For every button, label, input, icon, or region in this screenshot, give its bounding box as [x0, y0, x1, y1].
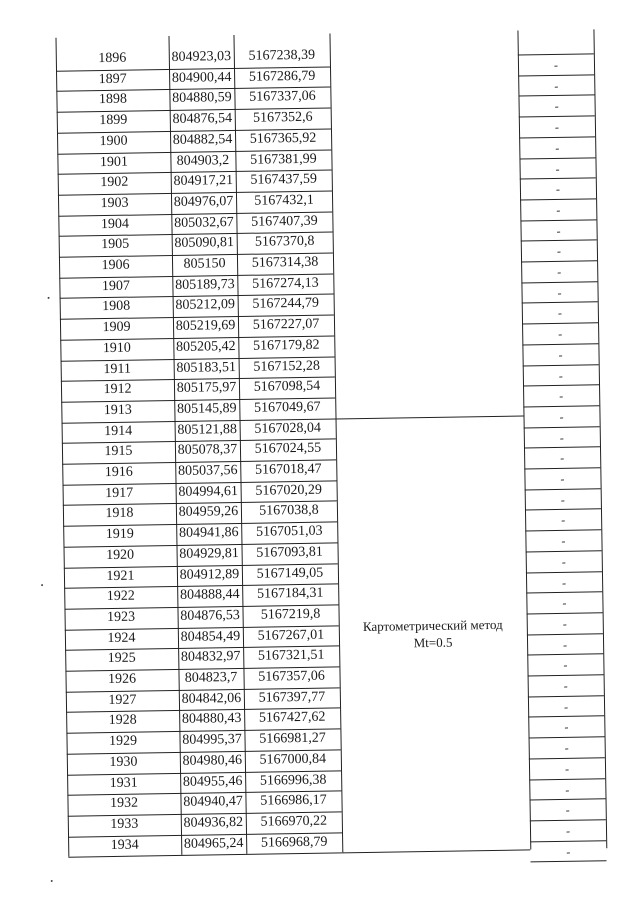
row-border	[526, 550, 602, 552]
coordinate-x: 805032,67	[174, 214, 234, 231]
coordinate-x: 805175,97	[176, 380, 237, 397]
coordinate-y: 5167184,31	[256, 585, 324, 602]
empty-value-dash: -	[564, 720, 569, 735]
empty-value-dash: -	[562, 637, 568, 652]
coordinate-y: 5167028,04	[254, 420, 322, 437]
coordinate-y: 5166970,22	[260, 813, 328, 830]
coordinate-y: 5167432,1	[254, 192, 314, 209]
empty-value-dash: -	[558, 347, 563, 362]
point-number: 1915	[104, 443, 133, 460]
point-number: 1910	[102, 340, 131, 356]
row-border	[521, 240, 597, 242]
coordinate-y: 5167038,8	[259, 503, 319, 520]
coordinate-y: 5167238,39	[248, 47, 316, 64]
row-border	[523, 364, 599, 366]
point-number: 1933	[110, 816, 139, 832]
method-block-border	[342, 850, 530, 854]
method-block-border	[336, 415, 524, 419]
point-number: 1909	[102, 319, 131, 336]
coordinate-y: 5167381,99	[250, 151, 317, 168]
empty-value-dash: -	[565, 782, 570, 797]
coordinate-y: 5167286,79	[248, 68, 316, 85]
row-border	[522, 322, 598, 324]
empty-value-dash: -	[559, 430, 564, 445]
coordinate-x: 804941,86	[178, 525, 239, 542]
coordinate-x: 805189,73	[175, 276, 235, 293]
coordinate-y: 5167149,05	[256, 565, 324, 582]
point-number: 1918	[105, 506, 134, 522]
method-name: Картометрический метод	[362, 616, 503, 634]
coordinate-x: 804994,61	[178, 483, 239, 500]
coordinate-y: 5167274,13	[252, 275, 319, 292]
coordinate-x: 805183,51	[176, 359, 237, 376]
coordinate-x: 804923,03	[171, 49, 232, 65]
coordinate-x: 804995,37	[182, 732, 242, 748]
coordinate-x: 804965,24	[183, 835, 244, 852]
point-number: 1896	[98, 50, 127, 67]
coordinate-y: 5167407,39	[251, 213, 318, 230]
empty-value-dash: -	[559, 409, 564, 424]
point-number: 1902	[100, 174, 129, 191]
coordinate-x: 804880,43	[181, 711, 242, 728]
coordinate-x: 804888,44	[179, 587, 240, 604]
row-border	[520, 198, 596, 200]
empty-value-dash: -	[562, 616, 567, 631]
point-number: 1906	[101, 257, 130, 274]
row-border	[521, 281, 597, 283]
coordinate-x: 805145,89	[176, 400, 237, 417]
empty-value-dash: -	[557, 264, 562, 279]
empty-value-dash: -	[554, 78, 559, 93]
row-border	[519, 136, 595, 138]
row-border	[529, 778, 605, 780]
row-border	[527, 654, 603, 656]
empty-value-dash: -	[556, 244, 562, 259]
point-number: 1922	[106, 588, 135, 605]
row-border	[518, 74, 594, 76]
point-number: 1900	[99, 133, 128, 149]
coordinate-y: 5167352,6	[252, 109, 313, 126]
point-number: 1912	[103, 381, 132, 398]
row-border	[529, 736, 605, 738]
empty-value-dash: -	[554, 99, 559, 114]
row-border	[519, 157, 595, 159]
point-number: 1920	[106, 547, 135, 563]
row-border	[530, 798, 606, 800]
point-number: 1911	[103, 361, 132, 377]
coordinate-x: 804903,2	[176, 152, 230, 169]
coordinates-table	[0, 0, 632, 5]
point-number: 1917	[105, 485, 134, 501]
empty-value-dash: -	[558, 326, 563, 342]
point-number: 1929	[108, 733, 138, 750]
coordinate-y: 5167049,67	[253, 399, 321, 416]
empty-value-dash: -	[557, 306, 562, 321]
empty-value-dash: -	[559, 389, 564, 404]
point-number: 1905	[101, 236, 130, 253]
point-number: 1904	[100, 216, 130, 232]
row-border	[527, 612, 603, 614]
coordinate-x: 804959,26	[178, 504, 239, 521]
row-border	[524, 467, 600, 469]
point-number: 1928	[108, 712, 137, 729]
coordinate-y: 5166981,27	[259, 730, 326, 747]
row-border	[523, 384, 599, 386]
empty-value-dash: -	[565, 823, 571, 838]
empty-value-dash: -	[554, 119, 560, 135]
empty-value-dash: -	[555, 182, 561, 197]
scan-speck	[51, 880, 53, 882]
row-border	[525, 509, 601, 511]
scan-speck	[48, 297, 50, 299]
coordinate-x: 805090,81	[174, 235, 235, 252]
row-border	[522, 302, 598, 304]
coordinate-x: 804854,49	[180, 628, 241, 645]
coordinate-x: 804900,44	[171, 69, 232, 86]
point-number: 1898	[98, 92, 128, 108]
scan-speck	[41, 584, 43, 586]
row-border	[520, 219, 596, 221]
coordinate-x: 805219,69	[175, 318, 236, 335]
point-number: 1901	[99, 154, 129, 170]
coordinate-x: 805212,09	[175, 297, 236, 314]
coordinate-x: 805121,88	[177, 421, 238, 438]
coordinate-y: 5167321,51	[257, 647, 325, 664]
row-border	[526, 591, 602, 593]
coordinate-x: 804976,07	[173, 193, 234, 210]
coordinate-x: 804842,06	[181, 690, 242, 707]
coordinate-x: 804876,54	[172, 111, 233, 128]
coordinate-y: 5166968,79	[260, 834, 328, 851]
point-number: 1926	[107, 671, 137, 688]
row-border	[528, 695, 604, 697]
empty-value-dash: -	[563, 658, 568, 673]
coordinate-y: 5166986,17	[260, 792, 327, 809]
row-border	[526, 571, 602, 573]
coordinate-y: 5167020,29	[255, 482, 322, 499]
point-number: 1899	[99, 112, 128, 129]
empty-value-dash: -	[558, 368, 563, 383]
coordinate-y: 5167152,28	[253, 358, 321, 375]
row-border	[518, 53, 594, 55]
point-number: 1927	[108, 692, 137, 708]
method-cell	[339, 615, 528, 652]
empty-value-dash: -	[562, 596, 567, 611]
row-border	[528, 716, 604, 718]
coordinate-x: 804936,82	[183, 814, 244, 831]
row-border	[530, 819, 606, 821]
coordinate-y: 5167337,06	[249, 89, 316, 106]
empty-value-dash: -	[561, 513, 566, 528]
coordinate-x: 804876,53	[180, 607, 240, 624]
point-number: 1919	[105, 526, 134, 543]
empty-value-dash: -	[562, 575, 567, 590]
empty-value-dash: -	[564, 761, 570, 776]
coordinate-y: 5167179,82	[252, 337, 320, 354]
empty-value-dash: -	[555, 161, 560, 176]
row-border	[523, 405, 599, 407]
coordinate-x: 805037,56	[177, 462, 238, 479]
point-number: 1924	[107, 630, 136, 646]
coordinate-x: 804955,46	[182, 773, 243, 790]
point-number: 1932	[109, 795, 139, 812]
row-border	[524, 426, 600, 428]
empty-value-dash: -	[560, 471, 565, 486]
empty-value-dash: -	[563, 699, 569, 714]
coordinate-x: 804940,47	[183, 794, 243, 811]
coordinate-x: 804912,89	[179, 566, 240, 583]
point-number: 1914	[104, 423, 133, 439]
coordinate-x: 805205,42	[176, 338, 236, 355]
empty-value-dash: -	[553, 57, 559, 72]
point-number: 1903	[100, 195, 129, 211]
row-border	[527, 633, 603, 635]
point-number: 1931	[109, 775, 138, 791]
coordinate-y: 5167244,79	[252, 296, 320, 313]
row-border	[528, 674, 604, 676]
empty-value-dash: -	[560, 451, 565, 466]
point-number: 1930	[109, 754, 138, 770]
empty-value-dash: -	[565, 802, 570, 818]
coordinate-x: 804832,97	[180, 649, 241, 666]
row-border	[530, 840, 606, 842]
point-number: 1921	[106, 568, 135, 584]
empty-value-dash: -	[566, 844, 571, 859]
point-number: 1925	[107, 650, 136, 667]
row-border	[519, 115, 595, 117]
coordinate-y: 5167098,54	[253, 378, 321, 395]
row-border	[525, 529, 601, 531]
coordinate-x: 804823,7	[184, 670, 238, 686]
point-number: 1908	[102, 299, 131, 315]
coordinate-x: 804882,54	[172, 131, 233, 148]
empty-value-dash: -	[560, 492, 565, 507]
row-border	[529, 757, 605, 759]
coordinate-y: 5167397,77	[258, 689, 326, 706]
empty-value-dash: -	[556, 223, 561, 238]
coordinate-y: 5167051,03	[255, 523, 323, 540]
point-number: 1907	[101, 278, 131, 294]
coordinate-y: 5167437,59	[250, 171, 318, 188]
coordinate-y: 5167093,81	[256, 544, 323, 561]
coordinate-x: 805078,37	[177, 442, 238, 459]
empty-value-dash: -	[563, 678, 568, 693]
coordinate-x: 804880,59	[172, 90, 232, 107]
coordinate-y: 5166996,38	[259, 772, 327, 789]
row-border	[521, 260, 597, 262]
coordinate-y: 5167357,06	[258, 668, 325, 685]
point-number: 1934	[110, 837, 139, 853]
coordinate-y: 5167024,55	[254, 440, 322, 458]
coordinate-y: 5167427,62	[258, 710, 326, 727]
empty-value-dash: -	[561, 533, 566, 548]
coordinate-y: 5167227,07	[252, 316, 320, 333]
empty-value-dash: -	[557, 285, 562, 300]
coordinate-y: 5167314,38	[251, 254, 319, 271]
coordinate-y: 5167370,8	[254, 234, 315, 250]
empty-value-dash: -	[564, 740, 569, 755]
point-number: 1923	[106, 609, 136, 625]
point-number: 1913	[103, 402, 132, 418]
coordinate-x: 804929,81	[179, 545, 239, 562]
coordinate-y: 5167365,92	[249, 130, 317, 147]
coordinate-x: 805150	[183, 256, 226, 272]
row-border	[524, 447, 600, 449]
row-border	[522, 343, 598, 345]
point-number: 1897	[98, 71, 127, 87]
coordinate-x: 804980,46	[182, 752, 243, 769]
empty-value-dash: -	[556, 202, 561, 217]
row-border	[525, 488, 601, 490]
coordinate-y: 5167000,84	[259, 751, 327, 768]
coordinate-y: 5167018,47	[254, 461, 322, 478]
empty-value-dash: -	[555, 140, 560, 155]
coordinate-y: 5167219,8	[260, 606, 321, 623]
row-border	[518, 95, 594, 97]
row-border	[520, 178, 596, 180]
row-border	[530, 861, 606, 863]
empty-value-dash: -	[561, 554, 566, 569]
coordinate-x: 804917,21	[173, 173, 234, 190]
point-number: 1916	[104, 464, 133, 481]
coordinate-y: 5167267,01	[257, 627, 325, 644]
method-accuracy: Mt=0.5	[413, 634, 453, 651]
